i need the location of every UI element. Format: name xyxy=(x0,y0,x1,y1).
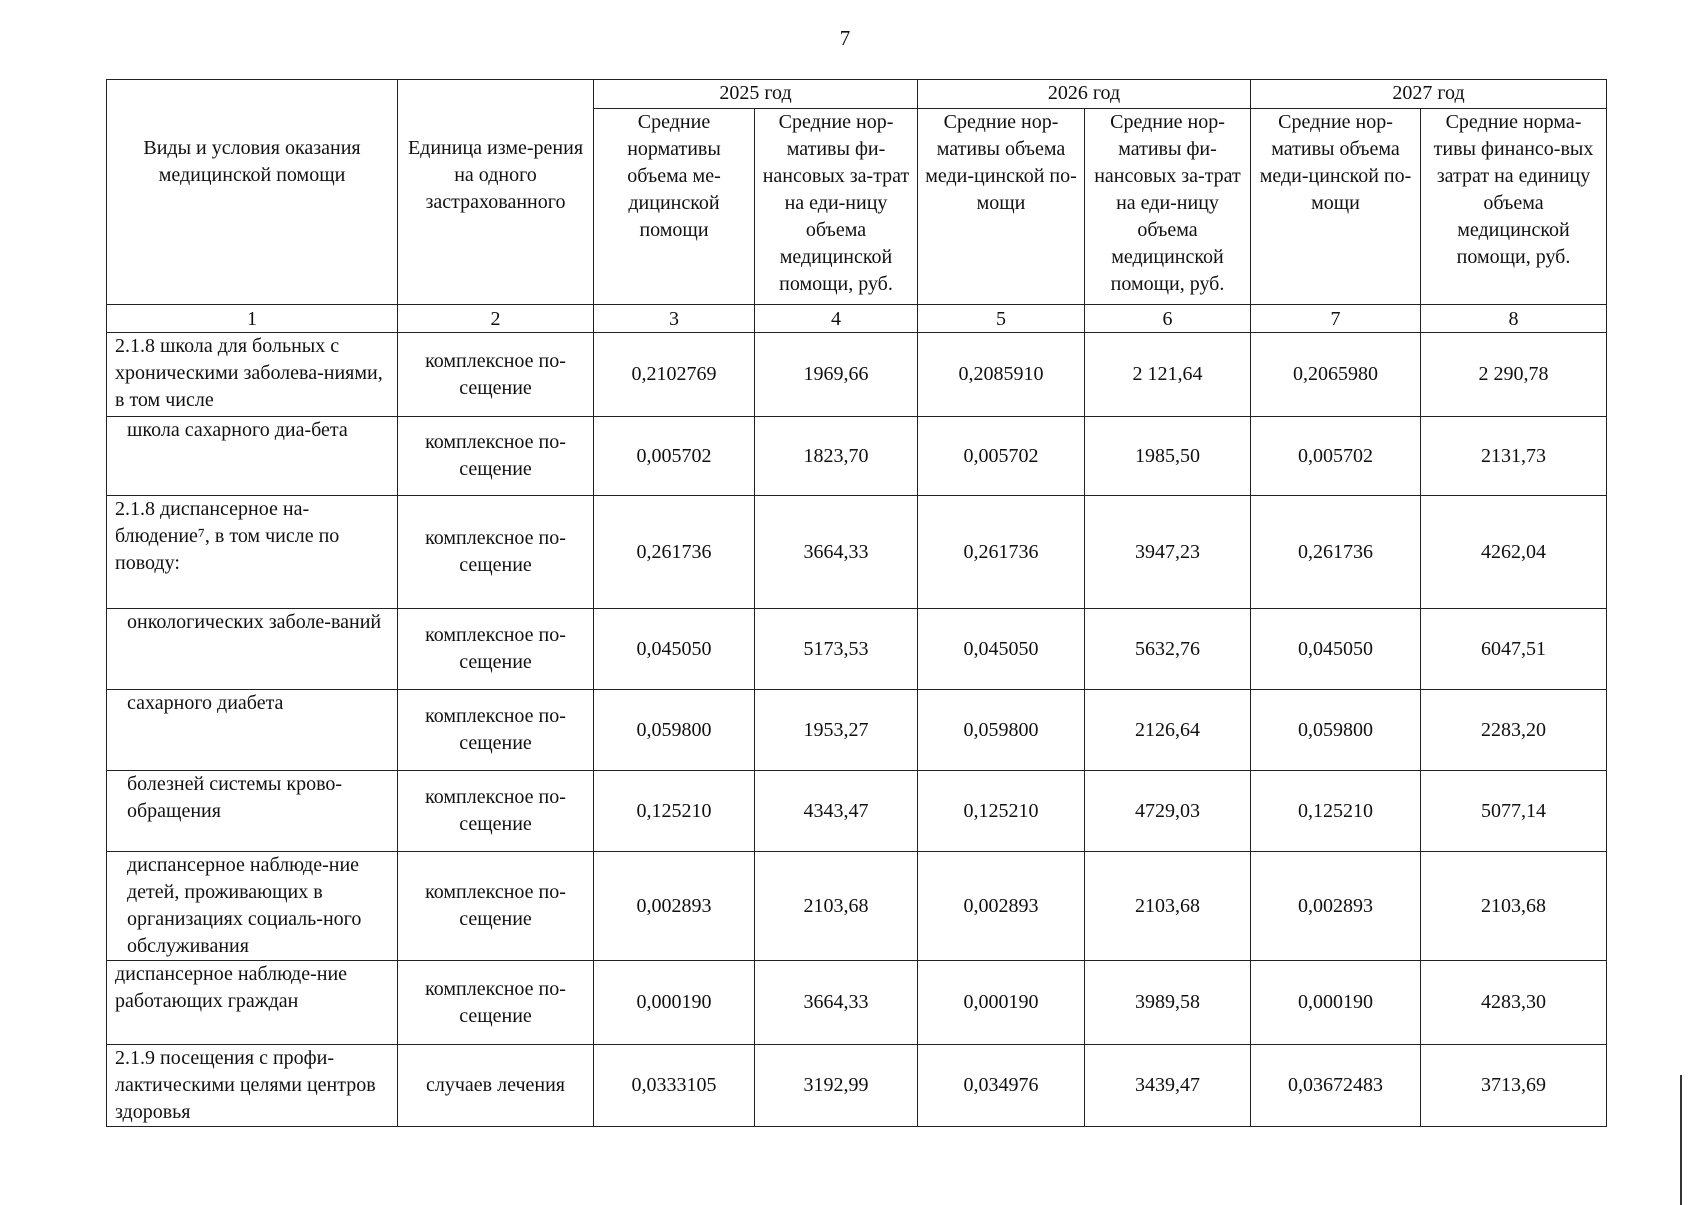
row-value: 0,2085910 xyxy=(918,333,1085,417)
row-value: 5632,76 xyxy=(1085,609,1251,690)
row-care-type: диспансерное наблюде-ние работающих граждан xyxy=(107,961,398,1045)
row-value: 0,002893 xyxy=(918,852,1085,961)
row-value: 4283,30 xyxy=(1421,961,1607,1045)
row-value: 2103,68 xyxy=(1421,852,1607,961)
row-value: 2283,20 xyxy=(1421,690,1607,771)
header-unit: Единица изме-рения на одного застрахованного xyxy=(398,80,594,305)
column-number-row xyxy=(107,305,1607,333)
row-value: 3989,58 xyxy=(1085,961,1251,1045)
row-care-type: диспансерное наблюде-ние детей, проживающих в организациях социаль-ного обслуживания xyxy=(107,852,398,961)
column-number: 1 xyxy=(107,305,398,333)
row-unit: случаев лечения xyxy=(398,1045,594,1127)
row-care-type: 2.1.9 посещения с профи-лактическими целями центров здоровья xyxy=(107,1045,398,1127)
row-value: 2 121,64 xyxy=(1085,333,1251,417)
row-value: 2103,68 xyxy=(755,852,918,961)
row-value: 0,125210 xyxy=(918,771,1085,852)
table-body xyxy=(107,333,1607,1127)
row-value: 5077,14 xyxy=(1421,771,1607,852)
row-value: 4729,03 xyxy=(1085,771,1251,852)
row-value: 2126,64 xyxy=(1085,690,1251,771)
header-row-years xyxy=(107,80,1607,109)
scan-edge-mark xyxy=(1680,1075,1682,1205)
header-year-2027: 2027 год xyxy=(1251,80,1607,109)
row-value: 0,045050 xyxy=(594,609,755,690)
column-number: 8 xyxy=(1421,305,1607,333)
row-value: 0,059800 xyxy=(594,690,755,771)
row-value: 0,125210 xyxy=(1251,771,1421,852)
row-unit: комплексное по-сещение xyxy=(398,417,594,496)
row-value: 0,2102769 xyxy=(594,333,755,417)
column-number: 5 xyxy=(918,305,1085,333)
row-care-type: сахарного диабета xyxy=(107,690,398,771)
row-value: 0,000190 xyxy=(918,961,1085,1045)
table-row xyxy=(107,852,1607,961)
header-cost-2025: Средние нор-мативы фи-нансовых за-трат на еди-ницу объема медицинской помощи, руб. xyxy=(755,109,918,305)
header-volume-2027: Средние нор-мативы объема меди-цинской по-мощи xyxy=(1251,109,1421,305)
row-value: 0,261736 xyxy=(918,496,1085,609)
row-value: 2131,73 xyxy=(1421,417,1607,496)
header-year-2026: 2026 год xyxy=(918,80,1251,109)
row-value: 0,005702 xyxy=(918,417,1085,496)
row-value: 0,005702 xyxy=(594,417,755,496)
row-care-type: школа сахарного диа-бета xyxy=(107,417,398,496)
row-value: 6047,51 xyxy=(1421,609,1607,690)
column-number: 2 xyxy=(398,305,594,333)
table-row xyxy=(107,333,1607,417)
row-value: 3713,69 xyxy=(1421,1045,1607,1127)
row-unit: комплексное по-сещение xyxy=(398,771,594,852)
row-value: 0,002893 xyxy=(594,852,755,961)
row-value: 1953,27 xyxy=(755,690,918,771)
table-row xyxy=(107,771,1607,852)
column-number: 6 xyxy=(1085,305,1251,333)
row-unit: комплексное по-сещение xyxy=(398,961,594,1045)
row-value: 1969,66 xyxy=(755,333,918,417)
standards-table xyxy=(106,79,1607,1127)
row-unit: комплексное по-сещение xyxy=(398,852,594,961)
row-value: 2 290,78 xyxy=(1421,333,1607,417)
row-value: 4262,04 xyxy=(1421,496,1607,609)
row-value: 0,059800 xyxy=(1251,690,1421,771)
table-row xyxy=(107,1045,1607,1127)
header-cost-2027: Средние норма-тивы финансо-вых затрат на единицу объема медицинской помощи, руб. xyxy=(1421,109,1607,305)
row-value: 3664,33 xyxy=(755,961,918,1045)
row-value: 0,2065980 xyxy=(1251,333,1421,417)
row-unit: комплексное по-сещение xyxy=(398,496,594,609)
column-number: 7 xyxy=(1251,305,1421,333)
header-care-type: Виды и условия оказания медицинской помощи xyxy=(107,80,398,305)
row-value: 0,0333105 xyxy=(594,1045,755,1127)
table-row xyxy=(107,496,1607,609)
header-year-2025: 2025 год xyxy=(594,80,918,109)
row-value: 0,261736 xyxy=(594,496,755,609)
row-value: 0,045050 xyxy=(918,609,1085,690)
row-value: 5173,53 xyxy=(755,609,918,690)
row-value: 0,034976 xyxy=(918,1045,1085,1127)
row-care-type: онкологических заболе-ваний xyxy=(107,609,398,690)
row-value: 3439,47 xyxy=(1085,1045,1251,1127)
row-value: 2103,68 xyxy=(1085,852,1251,961)
row-value: 0,03672483 xyxy=(1251,1045,1421,1127)
row-value: 4343,47 xyxy=(755,771,918,852)
table-row xyxy=(107,417,1607,496)
row-value: 1823,70 xyxy=(755,417,918,496)
row-value: 1985,50 xyxy=(1085,417,1251,496)
row-unit: комплексное по-сещение xyxy=(398,609,594,690)
page-number: 7 xyxy=(839,26,851,50)
column-number: 3 xyxy=(594,305,755,333)
row-care-type: 2.1.8 диспансерное на-блюдение⁷, в том числе по поводу: xyxy=(107,496,398,609)
row-value: 3192,99 xyxy=(755,1045,918,1127)
row-value: 0,261736 xyxy=(1251,496,1421,609)
column-number: 4 xyxy=(755,305,918,333)
row-care-type: болезней системы крово-обращения xyxy=(107,771,398,852)
row-value: 0,125210 xyxy=(594,771,755,852)
row-value: 0,000190 xyxy=(594,961,755,1045)
row-value: 0,045050 xyxy=(1251,609,1421,690)
table-row xyxy=(107,609,1607,690)
row-value: 0,005702 xyxy=(1251,417,1421,496)
row-value: 0,059800 xyxy=(918,690,1085,771)
header-volume-2025: Средние нормативы объема ме-дицинской помощи xyxy=(594,109,755,305)
row-value: 0,000190 xyxy=(1251,961,1421,1045)
header-volume-2026: Средние нор-мативы объема меди-цинской по-мощи xyxy=(918,109,1085,305)
row-value: 0,002893 xyxy=(1251,852,1421,961)
row-unit: комплексное по-сещение xyxy=(398,690,594,771)
row-value: 3664,33 xyxy=(755,496,918,609)
row-care-type: 2.1.8 школа для больных с хроническими заболева-ниями, в том числе xyxy=(107,333,398,417)
row-value: 3947,23 xyxy=(1085,496,1251,609)
header-cost-2026: Средние нор-мативы фи-нансовых за-трат на еди-ницу объема медицинской помощи, руб. xyxy=(1085,109,1251,305)
table-row xyxy=(107,690,1607,771)
row-unit: комплексное по-сещение xyxy=(398,333,594,417)
table-row xyxy=(107,961,1607,1045)
